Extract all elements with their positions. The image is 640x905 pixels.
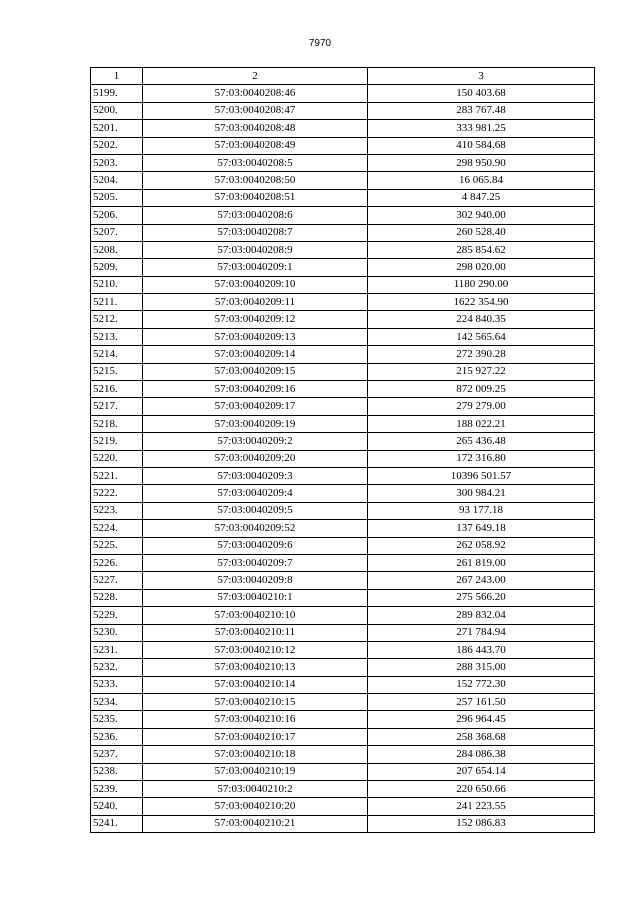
table-row bbox=[91, 676, 595, 693]
table-row bbox=[91, 241, 595, 258]
table-row bbox=[91, 85, 595, 102]
value-cell: 284 086.38 bbox=[368, 746, 595, 763]
data-table bbox=[90, 67, 595, 833]
row-number-cell: 5199. bbox=[91, 85, 143, 102]
row-number-cell: 5233. bbox=[91, 676, 143, 693]
value-cell: 279 279.00 bbox=[368, 398, 595, 415]
cadastral-number-cell: 57:03:0040210:18 bbox=[143, 746, 368, 763]
table-row bbox=[91, 294, 595, 311]
value-cell: 289 832.04 bbox=[368, 607, 595, 624]
cadastral-number-cell: 57:03:0040210:20 bbox=[143, 798, 368, 815]
cadastral-number-cell: 57:03:0040209:19 bbox=[143, 415, 368, 432]
cadastral-number-cell: 57:03:0040209:2 bbox=[143, 433, 368, 450]
row-number-cell: 5238. bbox=[91, 763, 143, 780]
value-cell: 272 390.28 bbox=[368, 346, 595, 363]
cadastral-number-cell: 57:03:0040210:21 bbox=[143, 815, 368, 832]
cadastral-number-cell: 57:03:0040210:15 bbox=[143, 694, 368, 711]
cadastral-number-cell: 57:03:0040209:12 bbox=[143, 311, 368, 328]
cadastral-number-cell: 57:03:0040208:49 bbox=[143, 137, 368, 154]
table-row bbox=[91, 502, 595, 519]
row-number-cell: 5229. bbox=[91, 607, 143, 624]
table-row bbox=[91, 554, 595, 571]
row-number-cell: 5216. bbox=[91, 381, 143, 398]
value-cell: 186 443.70 bbox=[368, 641, 595, 658]
row-number-cell: 5204. bbox=[91, 172, 143, 189]
cadastral-number-cell: 57:03:0040209:20 bbox=[143, 450, 368, 467]
row-number-cell: 5234. bbox=[91, 694, 143, 711]
cadastral-number-cell: 57:03:0040208:46 bbox=[143, 85, 368, 102]
row-number-cell: 5205. bbox=[91, 189, 143, 206]
table-row bbox=[91, 572, 595, 589]
table-row bbox=[91, 398, 595, 415]
table-row bbox=[91, 798, 595, 815]
table-row bbox=[91, 276, 595, 293]
cadastral-number-cell: 57:03:0040210:12 bbox=[143, 641, 368, 658]
row-number-cell: 5211. bbox=[91, 294, 143, 311]
row-number-cell: 5213. bbox=[91, 328, 143, 345]
value-cell: 298 020.00 bbox=[368, 259, 595, 276]
table-row bbox=[91, 537, 595, 554]
value-cell: 267 243.00 bbox=[368, 572, 595, 589]
cadastral-number-cell: 57:03:0040209:13 bbox=[143, 328, 368, 345]
cadastral-number-cell: 57:03:0040209:6 bbox=[143, 537, 368, 554]
table-row bbox=[91, 311, 595, 328]
table-row bbox=[91, 259, 595, 276]
value-cell: 283 767.48 bbox=[368, 102, 595, 119]
row-number-cell: 5228. bbox=[91, 589, 143, 606]
row-number-cell: 5226. bbox=[91, 554, 143, 571]
page-number: 7970 bbox=[308, 38, 332, 49]
value-cell: 261 819.00 bbox=[368, 554, 595, 571]
value-cell: 215 927.22 bbox=[368, 363, 595, 380]
value-cell: 257 161.50 bbox=[368, 694, 595, 711]
value-cell: 224 840.35 bbox=[368, 311, 595, 328]
table-row bbox=[91, 172, 595, 189]
value-cell: 152 772.30 bbox=[368, 676, 595, 693]
value-cell: 262 058.92 bbox=[368, 537, 595, 554]
row-number-cell: 5201. bbox=[91, 120, 143, 137]
cadastral-number-cell: 57:03:0040209:52 bbox=[143, 520, 368, 537]
value-cell: 275 566.20 bbox=[368, 589, 595, 606]
cadastral-number-cell: 57:03:0040209:11 bbox=[143, 294, 368, 311]
table-row bbox=[91, 589, 595, 606]
table-row bbox=[91, 224, 595, 241]
table-row bbox=[91, 207, 595, 224]
cadastral-number-cell: 57:03:0040210:19 bbox=[143, 763, 368, 780]
value-cell: 1622 354.90 bbox=[368, 294, 595, 311]
table-row bbox=[91, 728, 595, 745]
column-header: 2 bbox=[143, 68, 368, 85]
table-row bbox=[91, 189, 595, 206]
row-number-cell: 5230. bbox=[91, 624, 143, 641]
row-number-cell: 5235. bbox=[91, 711, 143, 728]
table-row bbox=[91, 467, 595, 484]
table-row bbox=[91, 363, 595, 380]
row-number-cell: 5210. bbox=[91, 276, 143, 293]
row-number-cell: 5220. bbox=[91, 450, 143, 467]
row-number-cell: 5240. bbox=[91, 798, 143, 815]
table-row bbox=[91, 815, 595, 832]
row-number-cell: 5225. bbox=[91, 537, 143, 554]
row-number-cell: 5215. bbox=[91, 363, 143, 380]
cadastral-number-cell: 57:03:0040210:11 bbox=[143, 624, 368, 641]
value-cell: 302 940.00 bbox=[368, 207, 595, 224]
value-cell: 172 316.80 bbox=[368, 450, 595, 467]
cadastral-number-cell: 57:03:0040208:50 bbox=[143, 172, 368, 189]
cadastral-number-cell: 57:03:0040208:9 bbox=[143, 241, 368, 258]
cadastral-number-cell: 57:03:0040210:17 bbox=[143, 728, 368, 745]
row-number-cell: 5237. bbox=[91, 746, 143, 763]
row-number-cell: 5241. bbox=[91, 815, 143, 832]
cadastral-number-cell: 57:03:0040209:8 bbox=[143, 572, 368, 589]
cadastral-number-cell: 57:03:0040208:47 bbox=[143, 102, 368, 119]
row-number-cell: 5232. bbox=[91, 659, 143, 676]
table-row bbox=[91, 137, 595, 154]
table-row bbox=[91, 485, 595, 502]
table-row bbox=[91, 641, 595, 658]
value-cell: 410 584.68 bbox=[368, 137, 595, 154]
column-header: 1 bbox=[91, 68, 143, 85]
cadastral-number-cell: 57:03:0040210:2 bbox=[143, 781, 368, 798]
table-row bbox=[91, 381, 595, 398]
cadastral-number-cell: 57:03:0040209:10 bbox=[143, 276, 368, 293]
value-cell: 142 565.64 bbox=[368, 328, 595, 345]
row-number-cell: 5207. bbox=[91, 224, 143, 241]
column-header: 3 bbox=[368, 68, 595, 85]
row-number-cell: 5214. bbox=[91, 346, 143, 363]
value-cell: 152 086.83 bbox=[368, 815, 595, 832]
cadastral-number-cell: 57:03:0040210:1 bbox=[143, 589, 368, 606]
value-cell: 207 654.14 bbox=[368, 763, 595, 780]
table-row bbox=[91, 450, 595, 467]
value-cell: 258 368.68 bbox=[368, 728, 595, 745]
cadastral-number-cell: 57:03:0040208:51 bbox=[143, 189, 368, 206]
cadastral-number-cell: 57:03:0040210:10 bbox=[143, 607, 368, 624]
table-row bbox=[91, 694, 595, 711]
value-cell: 4 847.25 bbox=[368, 189, 595, 206]
table-row bbox=[91, 520, 595, 537]
table-row bbox=[91, 102, 595, 119]
cadastral-number-cell: 57:03:0040208:5 bbox=[143, 154, 368, 171]
row-number-cell: 5200. bbox=[91, 102, 143, 119]
row-number-cell: 5218. bbox=[91, 415, 143, 432]
cadastral-number-cell: 57:03:0040208:48 bbox=[143, 120, 368, 137]
row-number-cell: 5217. bbox=[91, 398, 143, 415]
table-row bbox=[91, 433, 595, 450]
row-number-cell: 5239. bbox=[91, 781, 143, 798]
table-row bbox=[91, 711, 595, 728]
value-cell: 10396 501.57 bbox=[368, 467, 595, 484]
value-cell: 93 177.18 bbox=[368, 502, 595, 519]
value-cell: 150 403.68 bbox=[368, 85, 595, 102]
row-number-cell: 5224. bbox=[91, 520, 143, 537]
row-number-cell: 5202. bbox=[91, 137, 143, 154]
value-cell: 333 981.25 bbox=[368, 120, 595, 137]
value-cell: 16 065.84 bbox=[368, 172, 595, 189]
table-row bbox=[91, 624, 595, 641]
value-cell: 300 984.21 bbox=[368, 485, 595, 502]
value-cell: 265 436.48 bbox=[368, 433, 595, 450]
cadastral-number-cell: 57:03:0040209:7 bbox=[143, 554, 368, 571]
cadastral-number-cell: 57:03:0040208:7 bbox=[143, 224, 368, 241]
table-row bbox=[91, 781, 595, 798]
value-cell: 137 649.18 bbox=[368, 520, 595, 537]
row-number-cell: 5221. bbox=[91, 467, 143, 484]
row-number-cell: 5223. bbox=[91, 502, 143, 519]
value-cell: 271 784.94 bbox=[368, 624, 595, 641]
value-cell: 298 950.90 bbox=[368, 154, 595, 171]
value-cell: 188 022.21 bbox=[368, 415, 595, 432]
table-row bbox=[91, 154, 595, 171]
row-number-cell: 5219. bbox=[91, 433, 143, 450]
row-number-cell: 5231. bbox=[91, 641, 143, 658]
value-cell: 1180 290.00 bbox=[368, 276, 595, 293]
row-number-cell: 5203. bbox=[91, 154, 143, 171]
row-number-cell: 5227. bbox=[91, 572, 143, 589]
cadastral-number-cell: 57:03:0040208:6 bbox=[143, 207, 368, 224]
row-number-cell: 5222. bbox=[91, 485, 143, 502]
row-number-cell: 5208. bbox=[91, 241, 143, 258]
table-row bbox=[91, 415, 595, 432]
table-row bbox=[91, 346, 595, 363]
table-header-row bbox=[91, 68, 595, 85]
cadastral-number-cell: 57:03:0040209:16 bbox=[143, 381, 368, 398]
table-row bbox=[91, 120, 595, 137]
value-cell: 872 009.25 bbox=[368, 381, 595, 398]
table-row bbox=[91, 659, 595, 676]
value-cell: 260 528.40 bbox=[368, 224, 595, 241]
value-cell: 241 223.55 bbox=[368, 798, 595, 815]
row-number-cell: 5212. bbox=[91, 311, 143, 328]
row-number-cell: 5206. bbox=[91, 207, 143, 224]
value-cell: 296 964.45 bbox=[368, 711, 595, 728]
cadastral-number-cell: 57:03:0040209:4 bbox=[143, 485, 368, 502]
cadastral-number-cell: 57:03:0040209:5 bbox=[143, 502, 368, 519]
value-cell: 285 854.62 bbox=[368, 241, 595, 258]
value-cell: 220 650.66 bbox=[368, 781, 595, 798]
cadastral-number-cell: 57:03:0040209:1 bbox=[143, 259, 368, 276]
table-row bbox=[91, 328, 595, 345]
cadastral-number-cell: 57:03:0040209:17 bbox=[143, 398, 368, 415]
cadastral-number-cell: 57:03:0040209:14 bbox=[143, 346, 368, 363]
cadastral-number-cell: 57:03:0040210:14 bbox=[143, 676, 368, 693]
row-number-cell: 5209. bbox=[91, 259, 143, 276]
table-row bbox=[91, 763, 595, 780]
cadastral-number-cell: 57:03:0040210:16 bbox=[143, 711, 368, 728]
cadastral-number-cell: 57:03:0040209:15 bbox=[143, 363, 368, 380]
value-cell: 288 315.00 bbox=[368, 659, 595, 676]
row-number-cell: 5236. bbox=[91, 728, 143, 745]
cadastral-number-cell: 57:03:0040210:13 bbox=[143, 659, 368, 676]
table-row bbox=[91, 607, 595, 624]
table-body bbox=[91, 85, 595, 833]
cadastral-number-cell: 57:03:0040209:3 bbox=[143, 467, 368, 484]
table-row bbox=[91, 746, 595, 763]
